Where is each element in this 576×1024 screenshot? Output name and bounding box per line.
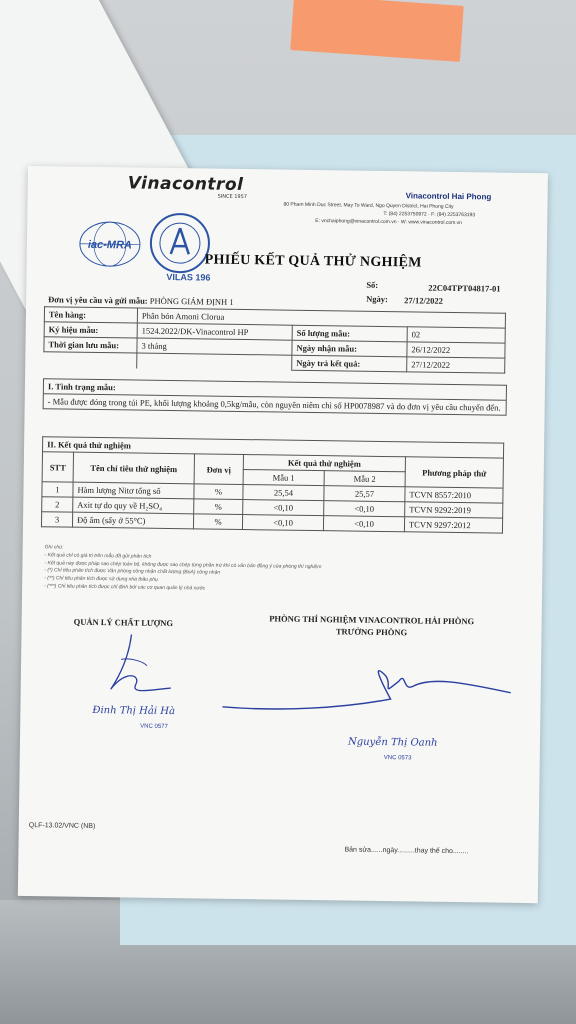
col-sample2: Mẫu 2 (324, 471, 405, 487)
requester-label: Đơn vị yêu cầu và gửi mẫu: (48, 294, 148, 306)
col-method: Phương pháp thử (405, 457, 503, 488)
row-name: Axit tự do quy về H₂SO₄ (73, 497, 194, 514)
note-line: - (**) Chỉ tiêu phân tích được sử dụng nhà thầu phụ (44, 575, 158, 584)
ngay-tra-value: 27/12/2022 (407, 357, 505, 373)
iac-mra-logo (75, 219, 146, 270)
col-unit: Đơn vị (194, 454, 243, 485)
revision-line: Bản sửa......ngày.........thay thế cho........ (344, 846, 469, 856)
ngay-nhan-label: Ngày nhận mẫu: (292, 340, 407, 357)
lab-title: PHÒNG THÍ NGHIỆM VINACONTROL HẢI PHÒNG (269, 613, 475, 627)
right-signature-icon (220, 649, 521, 723)
branch-address: 80 Pham Minh Duc Street, May To Ward, Ngo Quyen District, Hai Phong City (283, 201, 454, 210)
note-line: - (*) Chỉ tiêu phân tích được Văn phòng công nhận chất lượng (BoA) công nhận (44, 567, 221, 577)
left-signer-name: Đinh Thị Hải Hà (92, 704, 176, 718)
row-unit: % (194, 499, 243, 515)
notes-block (44, 544, 322, 595)
branch-phone: T: (84) 2253750972 · F: (84) 2253763193 (383, 210, 476, 219)
ten-hang-label: Tên hàng: (44, 307, 137, 323)
left-signer-code: VNC 0577 (140, 723, 168, 731)
row-stt: 1 (42, 482, 73, 497)
ngay-nhan-value: 26/12/2022 (407, 342, 505, 358)
vilas-label: VILAS 196 (166, 271, 211, 283)
test-report-document (18, 166, 548, 903)
thoi-gian-value: 3 tháng (137, 338, 292, 355)
row-sample2: 25,57 (324, 486, 405, 502)
requester-value: PHÒNG GIÁM ĐỊNH 1 (149, 295, 234, 307)
accreditation-seal-icon (149, 212, 212, 275)
row-stt: 3 (41, 512, 72, 527)
vinacontrol-logo: Vinacontrol (127, 173, 244, 196)
left-signature-icon (80, 629, 191, 711)
lab-head-title: TRƯỞNG PHÒNG (335, 626, 408, 638)
row-unit: % (194, 484, 243, 500)
right-signer-name: Nguyễn Thị Oanh (347, 736, 438, 749)
thoi-gian-label: Thời gian lưu mẫu: (44, 337, 137, 353)
ngay-tra-label: Ngày trả kết quả: (292, 355, 407, 372)
ky-hieu-value: 1524.2022/DK-Vinacontrol HP (137, 323, 292, 340)
row-method: TCVN 9292:2019 (405, 502, 503, 518)
row-stt: 2 (42, 497, 73, 512)
since-label: SINCE 1957 (217, 193, 247, 201)
col-sample1: Mẫu 1 (243, 470, 324, 486)
test-results-section (41, 436, 504, 533)
col-result: Kết quả thử nghiệm (243, 455, 405, 472)
sticky-note (290, 0, 463, 62)
note-line: Ghi chú: (44, 544, 64, 551)
iac-mra-text: iac-MRA (87, 238, 132, 252)
row-unit: % (193, 514, 242, 530)
note-line: - (***) Chỉ tiêu phân tích được chỉ định bởi các cơ quan quản lý nhà nước (44, 583, 206, 592)
report-date: 27/12/2022 (404, 295, 443, 306)
quality-manager-title: QUẢN LÝ CHẤT LƯỢNG (73, 616, 174, 629)
section1-heading: I. Tình trạng mẫu: (44, 379, 506, 400)
branch-name: Vinacontrol Hai Phong (405, 191, 492, 202)
row-method: TCVN 8557:2010 (405, 487, 503, 503)
sample-condition-section (43, 378, 507, 415)
ky-hieu-label: Ký hiệu mẫu: (44, 322, 137, 338)
row-sample1: <0,10 (242, 515, 323, 531)
row-name: Độ ẩm (sấy ở 55°C) (72, 512, 193, 529)
branch-email: E: vnchaiphong@vinacontrol.com.vn · W: www.vinacontrol.com.vn (315, 218, 463, 227)
so-label: Số: (366, 279, 379, 290)
section2-heading: II. Kết quả thử nghiệm (42, 436, 504, 457)
report-number-label (366, 280, 378, 290)
section1-text: - Mẫu được đóng trong túi PE, khối lượng khoảng 0,5kg/mẫu, còn nguyên niêm chì số HP0078987 và do đơn vị yêu cầu chuyển đến. (47, 396, 501, 413)
so-luong-value: 02 (407, 327, 505, 343)
note-line: - Kết quả chỉ có giá trị trên mẫu đã gửi phân tích (44, 552, 152, 560)
results-table (41, 451, 504, 533)
report-number: 22C04TPT04817-01 (428, 282, 501, 294)
col-name: Tên chỉ tiêu thử nghiệm (73, 452, 194, 484)
form-code: QLF-13.02/VNC (NB) (28, 822, 96, 831)
report-date-label: Ngày: (366, 293, 388, 305)
row-name: Hàm lượng Nitơ tổng số (73, 482, 194, 499)
row-sample1: <0,10 (243, 500, 324, 516)
ten-hang-value: Phân bón Amoni Clorua (137, 308, 505, 328)
note-line: - Kết quả này được pháp sao chép toàn bộ, không được sao chép từng phần trừ khi có văn bản đồng ý của phòng thí nghiệm (44, 559, 322, 570)
row-sample2: <0,10 (324, 501, 405, 517)
sample-info-table (43, 306, 506, 373)
requester-line (48, 294, 234, 307)
right-signer-code: VNC 0573 (383, 755, 412, 762)
row-sample1: 25,54 (243, 485, 324, 501)
row-method: TCVN 9297:2012 (404, 517, 502, 533)
so-luong-label: Số lượng mẫu: (292, 325, 407, 342)
col-stt: STT (42, 452, 73, 482)
row-sample2: <0,10 (323, 516, 404, 532)
page-title: PHIẾU KẾT QUẢ THỬ NGHIỆM (204, 252, 422, 271)
